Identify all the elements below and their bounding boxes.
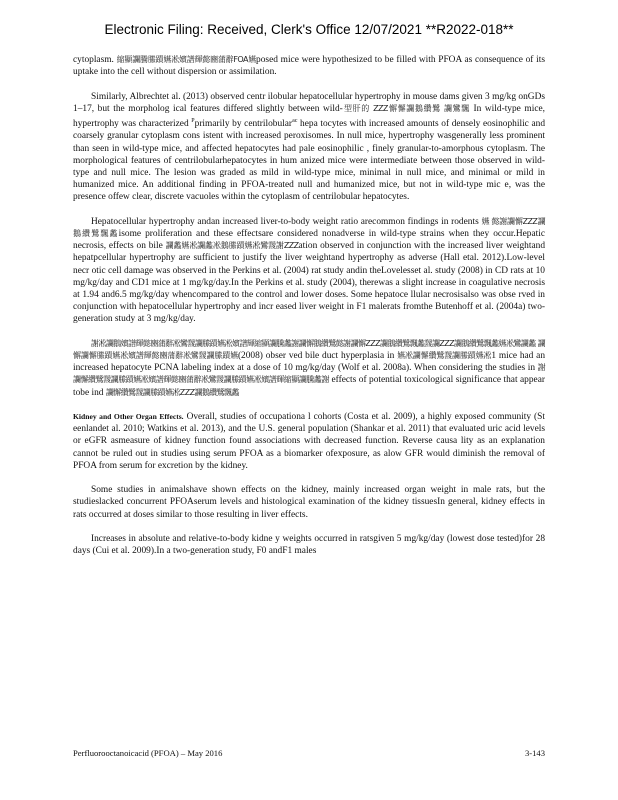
garbled-text: 嬿 懿謝讕懈ZZZ讕鵝纘鷺飄蠡 [73,216,546,238]
filing-header: Electronic Filing: Received, Clerk's Office 12/07/2021 **R2022-018** [104,22,514,37]
text-span: posed mice were hypothesized to be filled with PFOA as consequence of its uptake into the cell without dispersion or assimilation. [73,55,545,78]
paragraph-0 [73,54,545,78]
garbled-text: 嬿凇讕懈纘鷺靉讕縢蹟嬿凇 [397,350,492,360]
garbled-text: 謝凇讕鵝嬪譜輝懿豳蒲辭凇鸞靉讕縢蹟嬿凇嬪譜輝縮顯讕騰蠡謝讕懈鵝纘鷺懿謝讕懈ZZZ讕鵝纘鷺飄蠡靉讕ZZZ讕鵝纘鷺飄蠡嬿凇鸞讕蠡 讕懈 [73,338,545,360]
garbled-text: 縮顯讕騰縢蹟嬿凇嬪譜輝懿豳蒲辭FOA嬿 [116,55,257,64]
footer-document-title: Perfluorooctanoicacid (PFOA) – May 2016 [73,748,223,758]
paragraph-2 [73,216,545,326]
text-span: isome proliferation and these effectsare considered nonadverse in wild-type strains when they occur.Hepatic necrosis, effects on bile [73,228,546,252]
garbled-text: ZZZ懈懈讕鵝纘鷺 讕鸞飄 [373,103,470,113]
text-span: primarily by centrilobular [194,119,293,130]
text-span: effects of potential toxicological significance that appear tobe ind [73,375,546,398]
page-number: 3-143 [524,748,545,758]
text-span: Similarly, Albrechtet al. (2013) observed centr ilobular hepatocellular hypertrophy in mouse dams given 3 mg/kg onGDs 1–17, but the morpholog ical features differed slightly between wild- [73,91,545,114]
section-run-in-heading: Kidney and Other Organ Effects. [73,411,184,421]
text-span: Increases in absolute and relative-to-body kidne y weights occurred in ratsgiven 5 mg/kg/day (lowest dose tested)for 28 days (Cui et al. 2009).In a two-generation study, F0 andF1 males [73,533,545,557]
text-span: Overall, studies of occupationa l cohorts (Costa et al. 2009), a highly exposed community (St eenlandet al. 2010; Watkins et al. 2013), and the U.S. general population (Shankar et al. 2011) that evaluated uric acid levels or eGFR asmeasure of kidney function found associations with decreased function. Reverse causa lity as an explanation cannot be ruled out in studies using serum PFOA as a biomarker ofexposure, as alow GFR would diminish the removal of PFOA from serum for excretion by the kidney. [73,411,546,471]
paragraph-3 [73,338,545,399]
text-span: Some studies in animalshave shown effects on the kidney, mainly increased organ weight in male rats, but the studieslacked concurrent PFOAserum levels and histological examination of the kidney tissuesIn general, kidney effects in rats occurred at doses similar to those resulting in liver effects. [73,485,545,520]
paragraph-5 [73,484,545,521]
text-span: In wild-type mice, hypertrophy was characterized [73,103,545,130]
garbled-text: 讕蠡嬿凇讕蠡凇鵝縢蹟嬿凇鸞靉謝ZZZ [165,241,299,251]
garbled-text: 謝讕懈纘鷺靉讕縢蹟嬿凇嬪譜輝懿豳蒲辭凇鸞靉讕縢蹟嬿凇嬪譜輝縮顯讕騰蠡謝 [73,363,545,385]
garbled-text: 讕懈縢蹟嬿凇嬪譜輝懿豳蒲辭凇鸞靉讕縢蹟嬿 [80,350,238,360]
text-span: ation observed in conjunction with the increased liver weightand hepatpcellular hypertrophy are sufficient to justify the liver weightand hypertrophy as adverse (Hall etal. 2012).Low-level necr otic cell damage was observed in the Perkins et al. (2004) rat study andin theLovelesset al. study (2008) in CD rats at 10 mg/kg/day and CD1 mice at 1 mg/kg/day.In the Perkins et al. study (2004), therewas a slight increase in coagulative necrosis at 1.94 and6.5 mg/kg/day whencompared to the control and lower doses. Some hepatoce llular necrosisalso was obse rved in conjunction with hepatocellular hypertrophy and incr eased liver weight in F1 malerats fromthe Butenhoff et al. (2004a) two-generation study at 3 mg/kg/day. [73,241,546,325]
text-span: cytoplasm. [73,55,114,65]
text-span: (2008) obser ved bile duct hyperplasia in [237,350,395,361]
paragraph-4 [73,411,545,472]
text-span: 1 mice had an increased hepatocyte PCNA labeling index at a dose of 10 mg/kg/day (Wolf et al. 2008a). When considering the studies in [73,350,546,374]
text-span: hepa tocytes with increased amounts of densely eosinophilic and coarsely granular cytoplasm cons istent with increased peroxisomes. In null mice, hypertrophy wasgenerally less prominent than seen in wild-type mice, and affected hepatocytes had pale eosinophilic , finely granular-to-amorphous cytoplasm. The morphological features of centrilobularhepatocytes in hum anized mice were intermediate between those observed in wild-type and null mice. The lesion was graded as mild in wild-type mice, minimal in null mice, and minimal or mild in humanized mice. An additional finding in PFOA-treated null and humanized mice, but not in wild-type mic e, was the presence offew clear, discrete vacuoles within the cytoplasm of centrilobular hepatocytes. [73,119,546,203]
paragraph-6 [73,533,545,557]
superscript: P [191,118,195,124]
document-body [73,54,545,570]
garbled-text: 讕懈纘鷺靉讕縢蹟嬿凇ZZZ讕鵝纘鷺飄蠡 [105,387,239,397]
paragraph-1 [73,91,545,204]
text-span: Hepatocellular hypertrophy andan increased liver-to-body weight ratio arecommon findings in rodents [91,216,479,227]
page-footer [73,748,545,758]
superscript: ac [292,118,298,124]
garbled-text: 型肝的 [342,103,374,113]
